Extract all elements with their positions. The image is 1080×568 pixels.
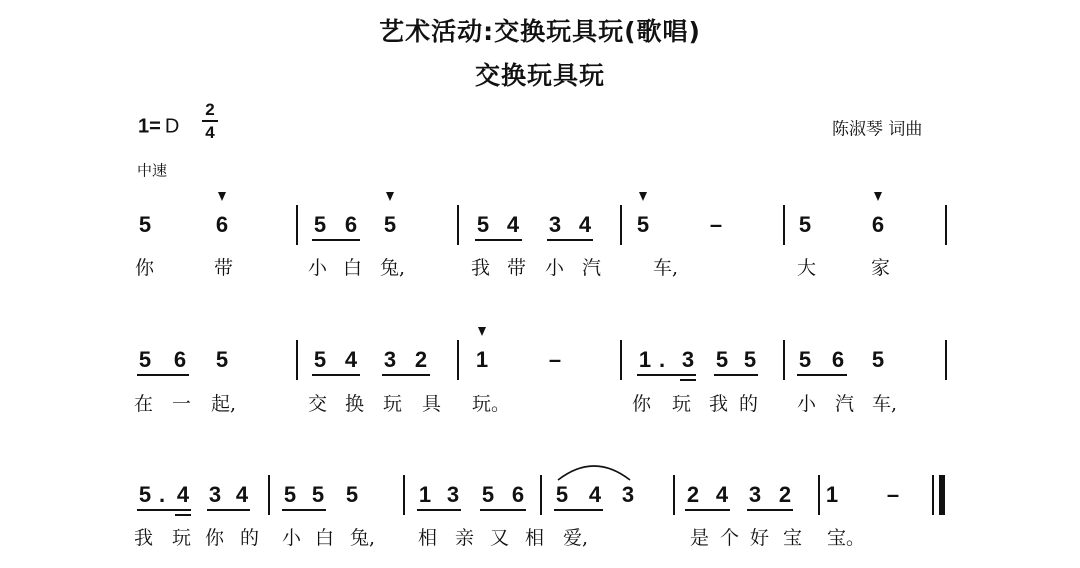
lyric: 车,	[653, 257, 679, 279]
lyric: 玩	[172, 527, 192, 549]
beam-underline	[554, 509, 603, 511]
note: 5	[798, 212, 812, 237]
note: 6	[511, 482, 525, 507]
note: 5	[138, 212, 152, 237]
lyric: 个	[720, 527, 740, 549]
lyric: 你	[205, 527, 225, 549]
note: 5	[715, 347, 729, 372]
note: 1	[825, 482, 839, 507]
lyric: 亲	[455, 527, 475, 549]
lyric: 宝	[783, 527, 803, 549]
note: 1	[638, 347, 652, 372]
note: 3	[681, 347, 695, 372]
lyric: 在	[134, 393, 154, 415]
note: 5	[743, 347, 757, 372]
lyric: 带	[507, 257, 527, 279]
note: 5	[345, 482, 359, 507]
note: 3	[446, 482, 460, 507]
lyric: 换	[345, 393, 365, 415]
lyric: 汽	[835, 393, 855, 415]
note: 3	[748, 482, 762, 507]
lyric: 小	[282, 527, 302, 549]
note: 5	[798, 347, 812, 372]
lyric: 相	[418, 527, 438, 549]
lyric: 兔,	[350, 527, 376, 549]
note: 5	[313, 347, 327, 372]
lyric: 你	[632, 393, 652, 415]
lyric: 玩	[672, 393, 692, 415]
beam-underline	[417, 509, 461, 511]
note: 1	[475, 347, 489, 372]
note-dash: –	[548, 347, 562, 372]
note: 6	[871, 212, 885, 237]
barline	[268, 475, 270, 515]
note: 6	[344, 212, 358, 237]
beam-underline	[282, 509, 326, 511]
lyric: 带	[214, 257, 234, 279]
key-note: D	[164, 115, 180, 138]
lyric: 好	[750, 527, 770, 549]
note: 5	[555, 482, 569, 507]
lyric: 白	[315, 527, 335, 549]
note: 4	[176, 482, 190, 507]
key-prefix: 1=	[138, 115, 161, 138]
lyric: 兔,	[380, 257, 406, 279]
lyric: 大	[797, 257, 817, 279]
note: 6	[215, 212, 229, 237]
lyric: 我	[471, 257, 491, 279]
augmentation-dot: .	[658, 347, 666, 372]
lyric: 玩。	[472, 393, 511, 415]
beam-underline	[480, 509, 526, 511]
note: 5	[313, 212, 327, 237]
note: 3	[383, 347, 397, 372]
note-dash: –	[709, 212, 723, 237]
lyric: 宝。	[827, 527, 866, 549]
lyric: 玩	[383, 393, 403, 415]
note: 4	[506, 212, 520, 237]
note: 5	[283, 482, 297, 507]
lyric: 小	[308, 257, 328, 279]
lyric: 一	[172, 393, 192, 415]
note: 4	[344, 347, 358, 372]
lyric: 我	[709, 393, 729, 415]
lyric: 又	[490, 527, 510, 549]
augmentation-dot: .	[158, 482, 166, 507]
note: 1	[418, 482, 432, 507]
lyric: 相	[525, 527, 545, 549]
song-title: 交换玩具玩	[474, 61, 606, 90]
beam-underline	[207, 509, 250, 511]
barline	[540, 475, 542, 515]
page-title: 艺术活动:交换玩具玩(歌唱)	[379, 17, 701, 46]
note-dash: –	[886, 482, 900, 507]
lyric: 白	[343, 257, 363, 279]
beam-underline	[685, 509, 730, 511]
lyric: 汽	[582, 257, 602, 279]
barline	[673, 475, 675, 515]
beam-underline-double	[175, 514, 191, 516]
credit: 陈淑琴 词曲	[832, 119, 923, 140]
note: 6	[173, 347, 187, 372]
lyric: 的	[739, 393, 759, 415]
note: 5	[138, 482, 152, 507]
tempo-marking: 中速	[137, 161, 168, 180]
lyric: 小	[545, 257, 565, 279]
lyric: 我	[134, 527, 154, 549]
lyric: 小	[797, 393, 817, 415]
lyric: 具	[422, 393, 442, 415]
note: 2	[778, 482, 792, 507]
final-barline-thick	[939, 475, 945, 515]
lyric: 是	[690, 527, 710, 549]
note: 5	[215, 347, 229, 372]
note: 5	[476, 212, 490, 237]
barline	[818, 475, 820, 515]
note: 4	[588, 482, 602, 507]
note: 3	[208, 482, 222, 507]
note: 2	[414, 347, 428, 372]
note: 2	[686, 482, 700, 507]
lyric: 家	[871, 257, 891, 279]
time-signature-top: 2	[205, 100, 215, 119]
note: 6	[831, 347, 845, 372]
lyric: 起,	[211, 393, 237, 415]
beam-underline	[747, 509, 793, 511]
note: 5	[138, 347, 152, 372]
note: 4	[578, 212, 592, 237]
lyric: 爱,	[563, 527, 589, 549]
note: 3	[548, 212, 562, 237]
beam-underline	[137, 509, 191, 511]
time-signature-bottom: 4	[205, 123, 215, 142]
note: 5	[871, 347, 885, 372]
note: 5	[311, 482, 325, 507]
barline	[403, 475, 405, 515]
final-barline-thin	[932, 475, 934, 515]
note: 5	[636, 212, 650, 237]
lyric: 交	[308, 393, 328, 415]
note: 4	[235, 482, 249, 507]
lyric: 车,	[872, 393, 898, 415]
note: 5	[383, 212, 397, 237]
note: 3	[621, 482, 635, 507]
lyric: 的	[240, 527, 260, 549]
lyric: 你	[135, 257, 155, 279]
note: 5	[481, 482, 495, 507]
note: 4	[715, 482, 729, 507]
